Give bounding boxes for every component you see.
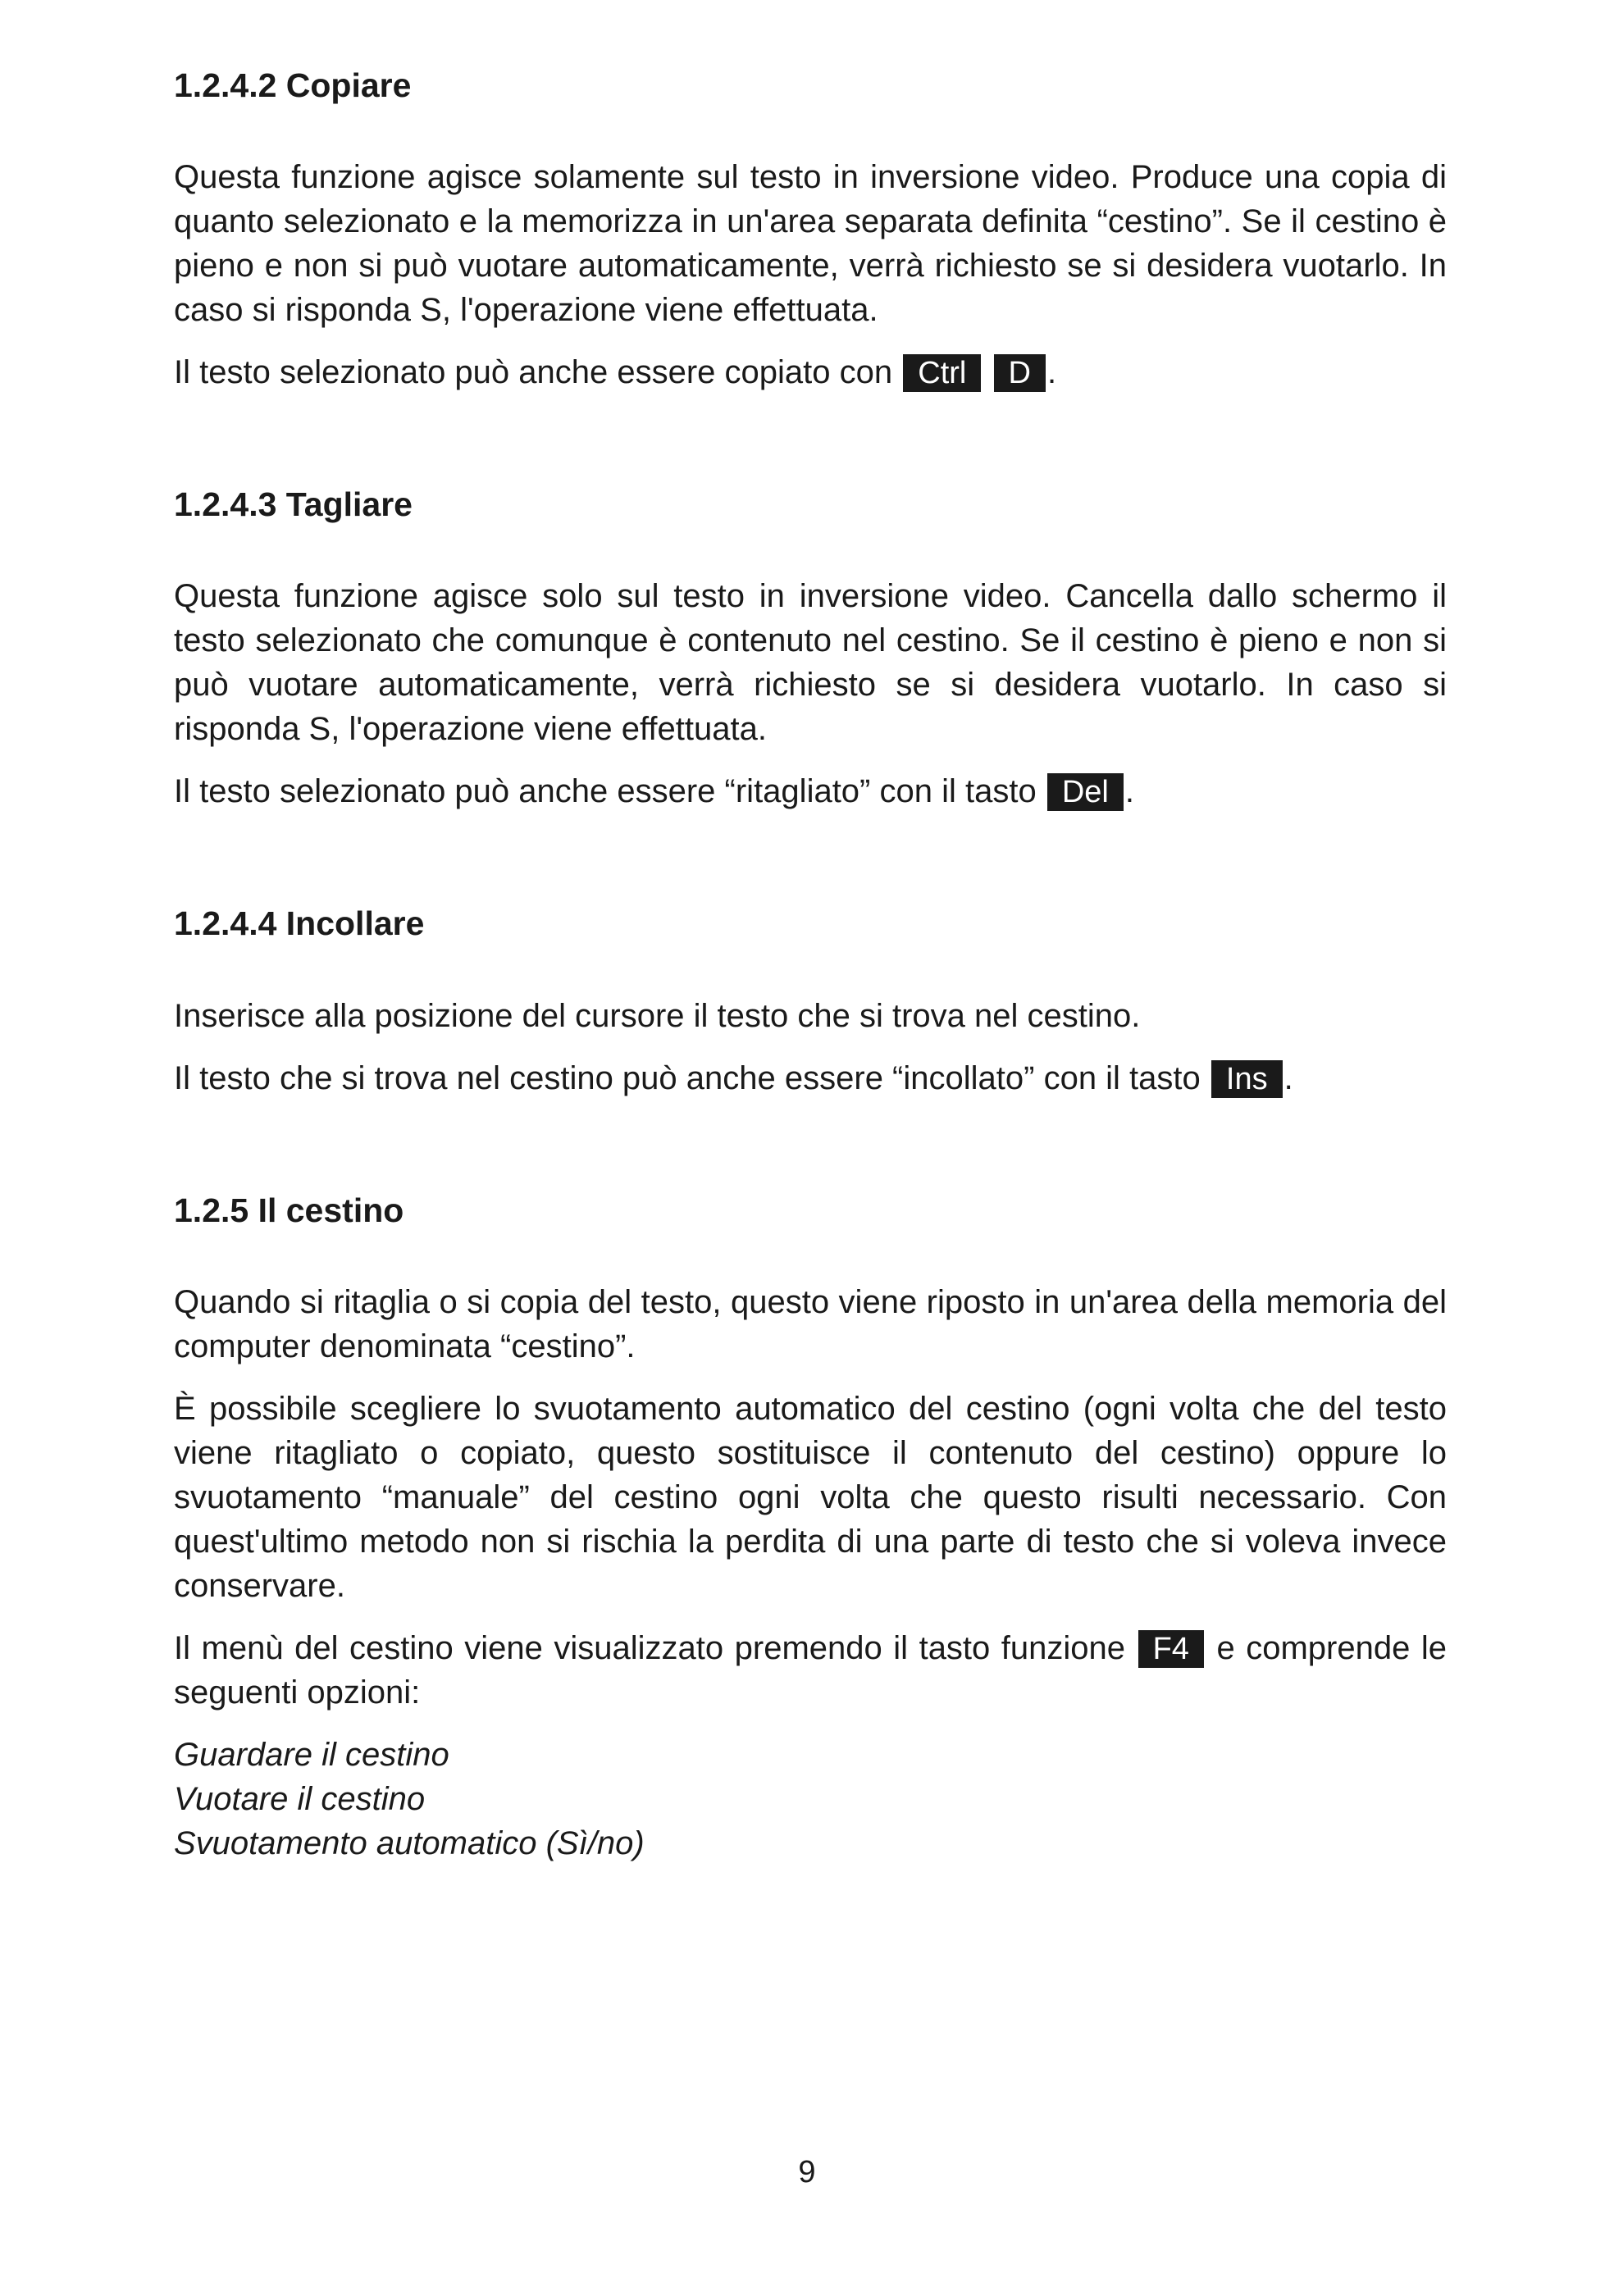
paragraph-cestino-intro: Quando si ritaglia o si copia del testo, questo viene riposto in un'area della memoria del computer denominata “cestino”. bbox=[174, 1283, 1447, 1364]
document-page bbox=[174, 66, 1447, 1866]
key-line-text: Il testo selezionato può anche essere “ritagliato” con il tasto bbox=[174, 773, 1037, 810]
option-guardare: Guardare il cestino bbox=[174, 1736, 449, 1773]
section-heading-cestino: 1.2.5 Il cestino bbox=[174, 1191, 404, 1229]
paragraph-copiare-description: Questa funzione agisce solamente sul testo in inversione video. Produce una copia di quanto selezionato e la memorizza in un'area separata definita “cestino”. Se il cestino è pieno e non si può vuotare automaticamente, verrà richiesto se si desidera vuotarlo. In caso si risponda S, l'operazione viene effettuata. bbox=[174, 159, 1447, 329]
key-line-suffix: e comprende le seguenti opzioni: bbox=[174, 1629, 1447, 1711]
key-f4: F4 bbox=[1138, 1630, 1204, 1668]
key-del: Del bbox=[1047, 773, 1124, 811]
key-ins: Ins bbox=[1211, 1060, 1283, 1098]
paragraph-cestino-svuotamento: È possibile scegliere lo svuotamento automatico del cestino (ogni volta che del testo viene ritagliato o copiato, questo sostituisce il contenuto del cestino) oppure lo svuotamento “manuale” del cestino ogni volta che questo risulti necessario. Con quest'ultimo metodo non si rischia la perdita di una parte di testo che si voleva invece conservare. bbox=[174, 1390, 1447, 1604]
paragraph-tagliare-description: Questa funzione agisce solo sul testo in inversione video. Cancella dallo schermo il testo selezionato che comunque è contenuto nel cestino. Se il cestino è pieno e non si può vuotare automaticamente, verrà richiesto se si desidera vuotarlo. In caso si risponda S, l'operazione viene effettuata. bbox=[174, 578, 1447, 748]
key-line-suffix: . bbox=[1283, 1059, 1293, 1096]
section-heading-incollare: 1.2.4.4 Incollare bbox=[174, 904, 425, 943]
key-line-incollare bbox=[174, 1056, 1447, 1100]
key-line-suffix: . bbox=[1124, 773, 1134, 810]
option-vuotare: Vuotare il cestino bbox=[174, 1780, 426, 1817]
key-line-cestino bbox=[174, 1626, 1447, 1715]
key-line-suffix: . bbox=[1046, 354, 1057, 391]
cestino-options-list bbox=[174, 1733, 1447, 1866]
key-line-tagliare bbox=[174, 769, 1447, 813]
paragraph-incollare-description: Inserisce alla posizione del cursore il testo che si trova nel cestino. bbox=[174, 997, 1141, 1034]
key-line-text: Il menù del cestino viene visualizzato premendo il tasto funzione bbox=[174, 1629, 1126, 1666]
key-line-text: Il testo che si trova nel cestino può anche essere “incollato” con il tasto bbox=[174, 1059, 1201, 1096]
section-heading-copiare: 1.2.4.2 Copiare bbox=[174, 66, 412, 104]
page-number: 9 bbox=[798, 2155, 816, 2189]
key-line-copiare bbox=[174, 350, 1447, 394]
key-d: D bbox=[994, 354, 1046, 392]
key-ctrl: Ctrl bbox=[903, 354, 981, 392]
section-heading-tagliare: 1.2.4.3 Tagliare bbox=[174, 485, 413, 524]
option-svuotamento-automatico: Svuotamento automatico (Sì/no) bbox=[174, 1824, 645, 1861]
key-line-text: Il testo selezionato può anche essere copiato con bbox=[174, 354, 893, 391]
